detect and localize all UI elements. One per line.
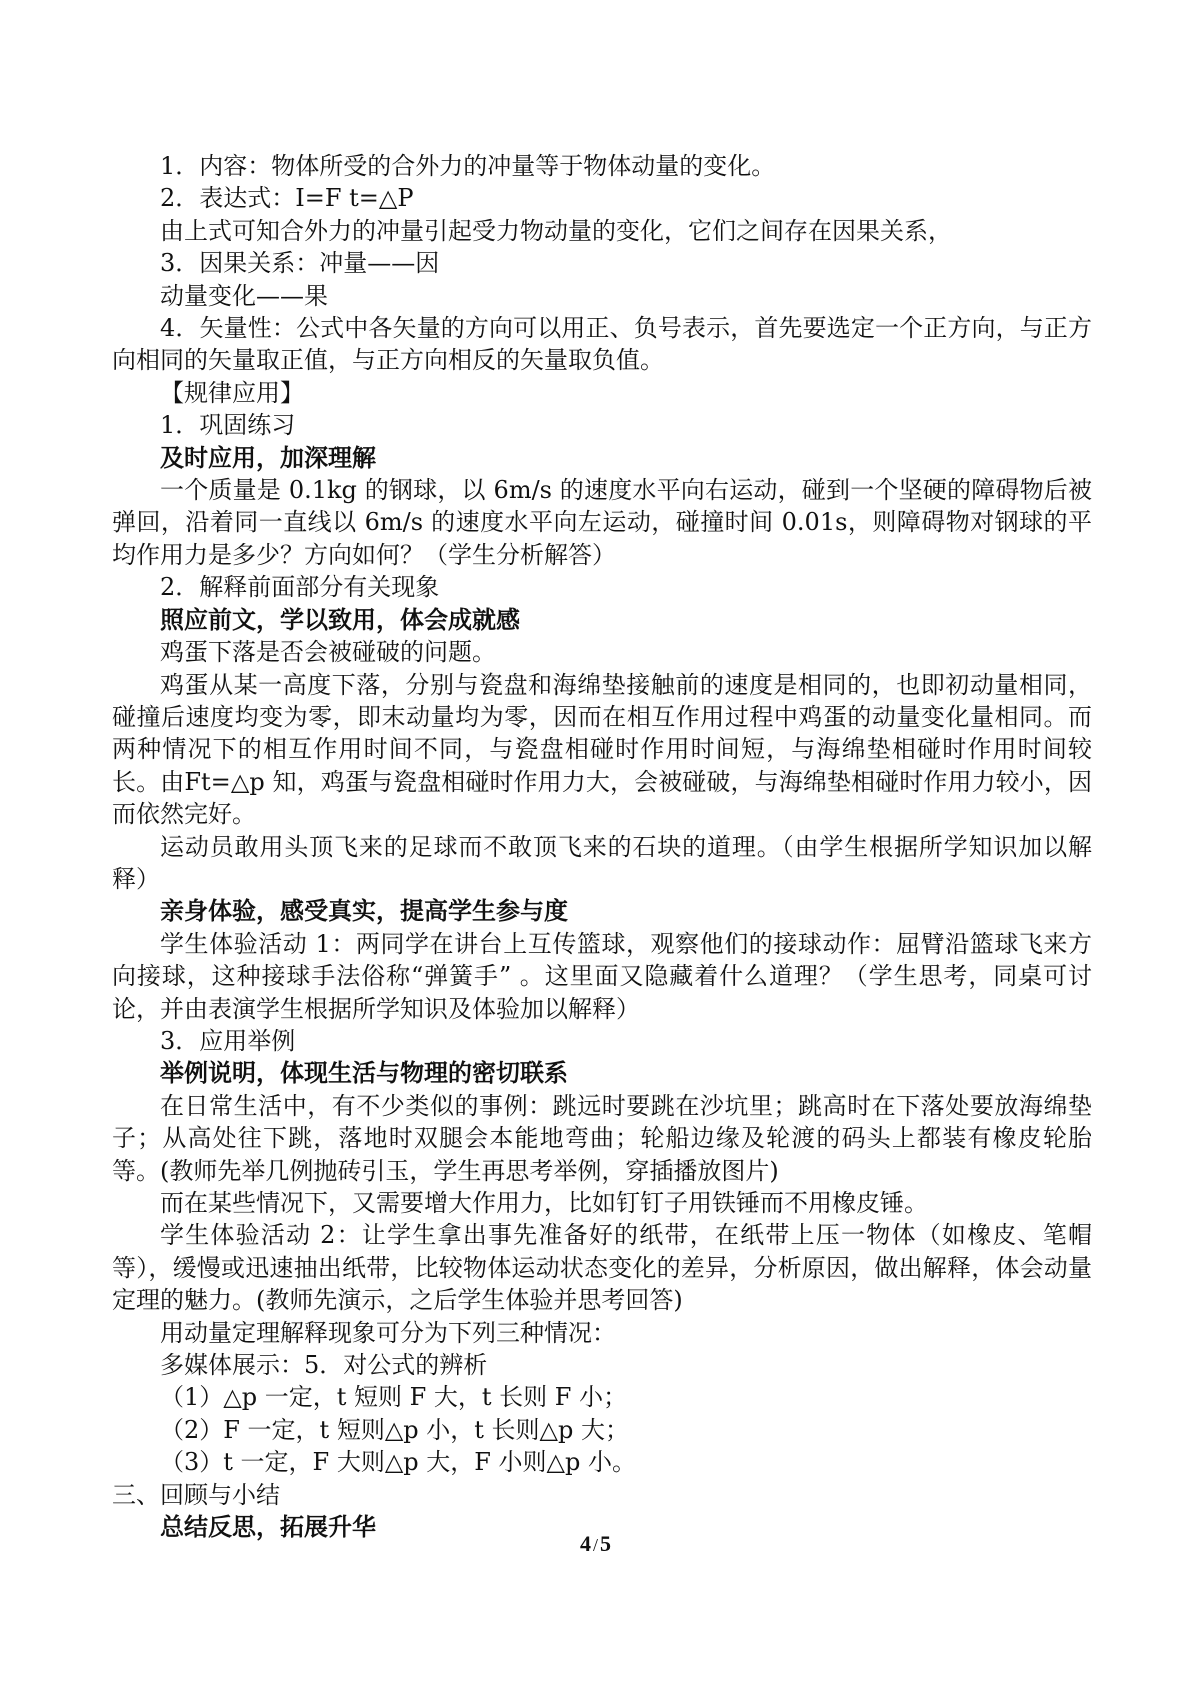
paragraph: 由上式可知合外力的冲量引起受力物动量的变化，它们之间存在因果关系， (160, 216, 952, 245)
paragraph: 2．表达式：I=F t=△P (160, 184, 414, 213)
paragraph: 在日常生活中，有不少类似的事例：跳远时要跳在沙坑里；跳高时在下落处要放海绵垫子；从高处往下跳，落地时双腿会本能地弯曲；轮船边缘及轮渡的码头上都装有橡皮轮胎等。(教师先举几例抛砖引玉，学生再思考举例，穿插播放图片) (112, 1091, 1092, 1185)
paragraph: 4．矢量性：公式中各矢量的方向可以用正、负号表示，首先要选定一个正方向，与正方向相同的矢量取正值，与正方向相反的矢量取负值。 (112, 314, 1092, 375)
paragraph: 鸡蛋下落是否会被碰破的问题。 (160, 638, 496, 667)
paragraph: 一个质量是 0.1kg 的钢球，以 6m/s 的速度水平向右运动，碰到一个坚硬的障碍物后被弹回，沿着同一直线以 6m/s 的速度水平向左运动，碰撞时间 0.01s，则障碍物对钢球的平均作用力是多少？方向如何？（学生分析解答） (112, 476, 1092, 569)
section-heading: 三、回顾与小结 (112, 1480, 280, 1509)
design-intent-heading: 及时应用，加深理解 (160, 442, 376, 472)
paragraph: 动量变化——果 (160, 281, 328, 310)
subsection-heading: 2．解释前面部分有关现象 (160, 573, 440, 602)
subsection-heading: 3．应用举例 (160, 1026, 296, 1055)
list-item: （3）t 一定，F 大则△p 大，F 小则△p 小。 (160, 1448, 637, 1477)
paragraph: 而在某些情况下，又需要增大作用力，比如钉钉子用铁锤而不用橡皮锤。 (160, 1189, 928, 1217)
paragraph: 3．因果关系：冲量——因 (160, 249, 440, 278)
paragraph: 学生体验活动 1：两同学在讲台上互传篮球，观察他们的接球动作：屈臂沿篮球飞来方向接球，这种接球手法俗称“弹簧手” 。这里面又隐藏着什么道理？（学生思考，同桌可讨论，并由表演学生根据所学知识及体验加以解释） (112, 929, 1092, 1023)
subsection-heading: 1．巩固练习 (160, 411, 296, 440)
page-number (0, 1531, 1191, 1557)
paragraph: 运动员敢用头顶飞来的足球而不敢顶飞来的石块的道理。（由学生根据所学知识加以解释） (112, 832, 1092, 893)
paragraph: 学生体验活动 2：让学生拿出事先准备好的纸带，在纸带上压一物体（如橡皮、笔帽等），缓慢或迅速抽出纸带，比较物体运动状态变化的差异，分析原因，做出解释，体会动量定理的魅力。(教师先演示，之后学生体验并思考回答) (112, 1221, 1092, 1315)
design-intent-heading: 举例说明，体现生活与物理的密切联系 (160, 1058, 568, 1088)
list-item: （1）△p 一定，t 短则 F 大，t 长则 F 小； (160, 1383, 628, 1412)
list-item: （2）F 一定，t 短则△p 小，t 长则△p 大； (160, 1415, 629, 1444)
design-intent-heading: 总结反思，拓展升华 (160, 1512, 376, 1542)
document-body (112, 150, 1092, 1543)
page-current: 4 (579, 1531, 591, 1556)
design-intent-heading: 照应前文，学以致用，体会成就感 (160, 604, 520, 634)
page-separator: / (592, 1535, 598, 1555)
paragraph: 鸡蛋从某一高度下落，分别与瓷盘和海绵垫接触前的速度是相同的，也即初动量相同，碰撞后速度均变为零，即末动量均为零，因而在相互作用过程中鸡蛋的动量变化量相同。而两种情况下的相互作用时间不同，与瓷盘相碰时作用时间短，与海绵垫相碰时作用时间较长。由Ft=△p 知，鸡蛋与瓷盘相碰时作用力大，会被碰破，与海绵垫相碰时作用力较小，因而依然完好。 (112, 670, 1092, 829)
paragraph: 1．内容：物体所受的合外力的冲量等于物体动量的变化。 (160, 152, 776, 180)
section-heading: 【规律应用】 (160, 378, 304, 407)
design-intent-heading: 亲身体验，感受真实，提高学生参与度 (160, 896, 568, 926)
page-total: 5 (600, 1531, 611, 1556)
paragraph: 多媒体展示：5．对公式的辨析 (160, 1351, 488, 1380)
paragraph: 用动量定理解释现象可分为下列三种情况： (160, 1318, 616, 1347)
